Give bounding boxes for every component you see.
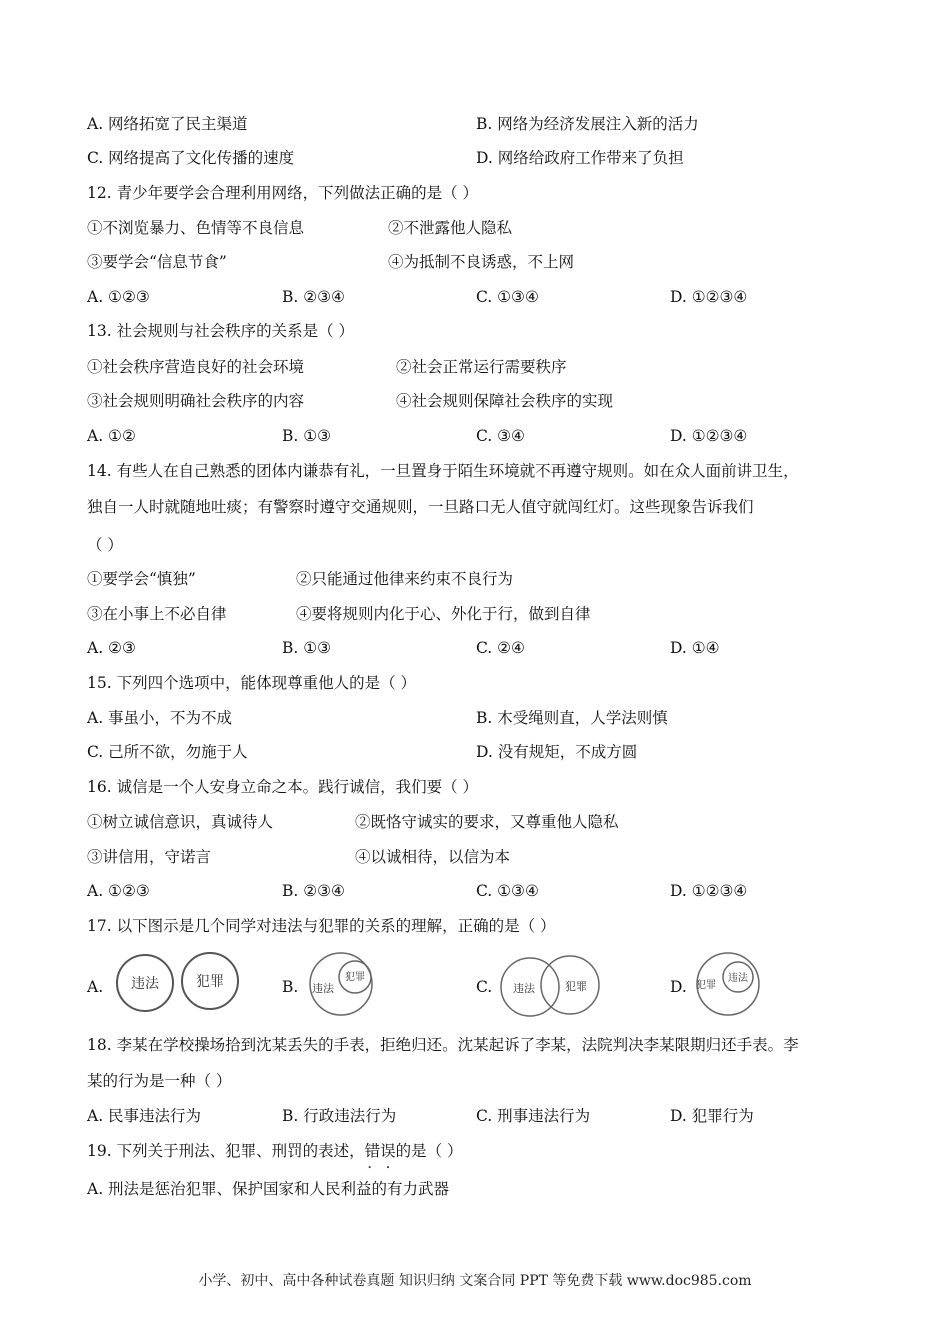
q19-stem-prefix: 19. 下列关于刑法、犯罪、刑罚的表述， (87, 1142, 365, 1160)
q12-statement-1: ①不浏览暴力、色情等不良信息 (87, 219, 305, 237)
q17-diagram-b (305, 952, 385, 1018)
q12-statement-2: ②不泄露他人隐私 (388, 219, 513, 237)
q17-b-illegal-text: 违法 (312, 982, 334, 995)
q12-option-b: B. ②③④ (282, 288, 345, 306)
q17-d-illegal-text: 违法 (728, 973, 748, 984)
q18-option-a: A. 民事违法行为 (87, 1107, 202, 1125)
q13-statement-3: ③社会规则明确社会秩序的内容 (87, 392, 305, 410)
page-footer: 小学、初中、高中各种试卷真题 知识归纳 文案合同 PPT 等免费下载 www.doc985.com (198, 1273, 752, 1289)
q17-diagram-a (112, 952, 242, 1018)
q16-option-c: C. ①③④ (476, 882, 539, 900)
q15-option-d: D. 没有规矩，不成方圆 (476, 743, 638, 761)
q18-option-b: B. 行政违法行为 (282, 1107, 397, 1125)
q16-statement-1: ①树立诚信意识，真诚待人 (87, 813, 274, 831)
q13-stem: 13. 社会规则与社会秩序的关系是（ ） (87, 322, 355, 340)
q17-c-illegal-text: 违法 (513, 982, 535, 995)
q18-stem-line-2: 某的行为是一种（ ） (87, 1072, 232, 1090)
q11-option-d: D. 网络给政府工作带来了负担 (476, 149, 684, 167)
q16-statement-3: ③讲信用，守诺言 (87, 848, 212, 866)
q17-d-crime-text: 犯罪 (696, 980, 716, 991)
q18-option-d: D. 犯罪行为 (670, 1107, 754, 1125)
q17-diagram-d (692, 952, 772, 1018)
q11-option-b: B. 网络为经济发展注入新的活力 (476, 115, 699, 133)
q15-option-b: B. 木受绳则直，人学法则慎 (476, 709, 668, 727)
q13-option-a: A. ①② (87, 427, 136, 445)
q19-stem-emphasis: 错误 • • (365, 1142, 396, 1160)
q14-stem-line-3: （ ） (87, 536, 123, 554)
q16-statement-4: ④以诚相待，以信为本 (355, 848, 511, 866)
q14-option-b: B. ①③ (282, 639, 332, 657)
q17-a-illegal-text: 违法 (131, 976, 159, 992)
q14-statement-2: ②只能通过他律来约束不良行为 (296, 570, 514, 588)
q17-diagram-c (498, 952, 608, 1018)
q17-b-crime-text: 犯罪 (345, 972, 365, 983)
q17-a-crime-text: 犯罪 (196, 974, 224, 990)
q13-option-b: B. ①③ (282, 427, 332, 445)
q19-stem-suffix: 的是（ ） (395, 1142, 463, 1160)
q17-option-b-label: B. (282, 978, 299, 996)
q12-statement-3: ③要学会“信息节食” (87, 253, 227, 271)
q13-option-d: D. ①②③④ (670, 427, 748, 445)
q11-option-a: A. 网络拓宽了民主渠道 (87, 115, 248, 133)
q14-statement-3: ③在小事上不必自律 (87, 605, 227, 623)
q13-statement-4: ④社会规则保障社会秩序的实现 (396, 392, 614, 410)
q13-option-c: C. ③④ (476, 427, 525, 445)
q12-option-a: A. ①②③ (87, 288, 150, 306)
q15-option-c: C. 己所不欲，勿施于人 (87, 743, 248, 761)
q13-statement-1: ①社会秩序营造良好的社会环境 (87, 358, 305, 376)
q18-stem-line-1: 18. 李某在学校操场拾到沈某丢失的手表，拒绝归还。沈某起诉了李某，法院判决李某限期归还手表。李 (87, 1036, 799, 1054)
q16-stem: 16. 诚信是一个人安身立命之本。践行诚信，我们要（ ） (87, 778, 479, 796)
q15-option-a: A. 事虽小，不为不成 (87, 709, 233, 727)
q14-stem-line-1: 14. 有些人在自己熟悉的团体内谦恭有礼，一旦置身于陌生环境就不再遵守规则。如在众人面前讲卫生， (87, 462, 799, 480)
q19-stem (87, 1141, 463, 1161)
q12-option-d: D. ①②③④ (670, 288, 748, 306)
q19-option-a: A. 刑法是惩治犯罪、保护国家和人民利益的有力武器 (87, 1180, 450, 1198)
q16-option-d: D. ①②③④ (670, 882, 748, 900)
q18-option-c: C. 刑事违法行为 (476, 1107, 591, 1125)
q17-option-a-label: A. (87, 978, 104, 996)
q17-stem: 17. 以下图示是几个同学对违法与犯罪的关系的理解，正确的是（ ） (87, 917, 556, 935)
q14-stem-line-2: 独自一人时就随地吐痰；有警察时遵守交通规则，一旦路口无人值守就闯红灯。这些现象告诉我们 (87, 498, 754, 516)
q15-stem: 15. 下列四个选项中，能体现尊重他人的是（ ） (87, 674, 417, 692)
q17-option-d-label: D. (670, 978, 687, 996)
q14-option-d: D. ①④ (670, 639, 720, 657)
q13-statement-2: ②社会正常运行需要秩序 (396, 358, 567, 376)
q17-option-c-label: C. (476, 978, 493, 996)
q12-stem: 12. 青少年要学会合理利用网络，下列做法正确的是（ ） (87, 184, 479, 202)
q16-statement-2: ②既恪守诚实的要求，又尊重他人隐私 (355, 813, 619, 831)
q11-option-c: C. 网络提高了文化传播的速度 (87, 149, 295, 167)
q14-statement-1: ①要学会“慎独” (87, 570, 196, 588)
q17-c-crime-text: 犯罪 (565, 980, 587, 993)
q16-option-b: B. ②③④ (282, 882, 345, 900)
q14-option-a: A. ②③ (87, 639, 136, 657)
q14-statement-4: ④要将规则内化于心、外化于行，做到自律 (296, 605, 591, 623)
q14-option-c: C. ②④ (476, 639, 525, 657)
q12-option-c: C. ①③④ (476, 288, 539, 306)
q12-statement-4: ④为抵制不良诱惑，不上网 (388, 253, 575, 271)
q16-option-a: A. ①②③ (87, 882, 150, 900)
